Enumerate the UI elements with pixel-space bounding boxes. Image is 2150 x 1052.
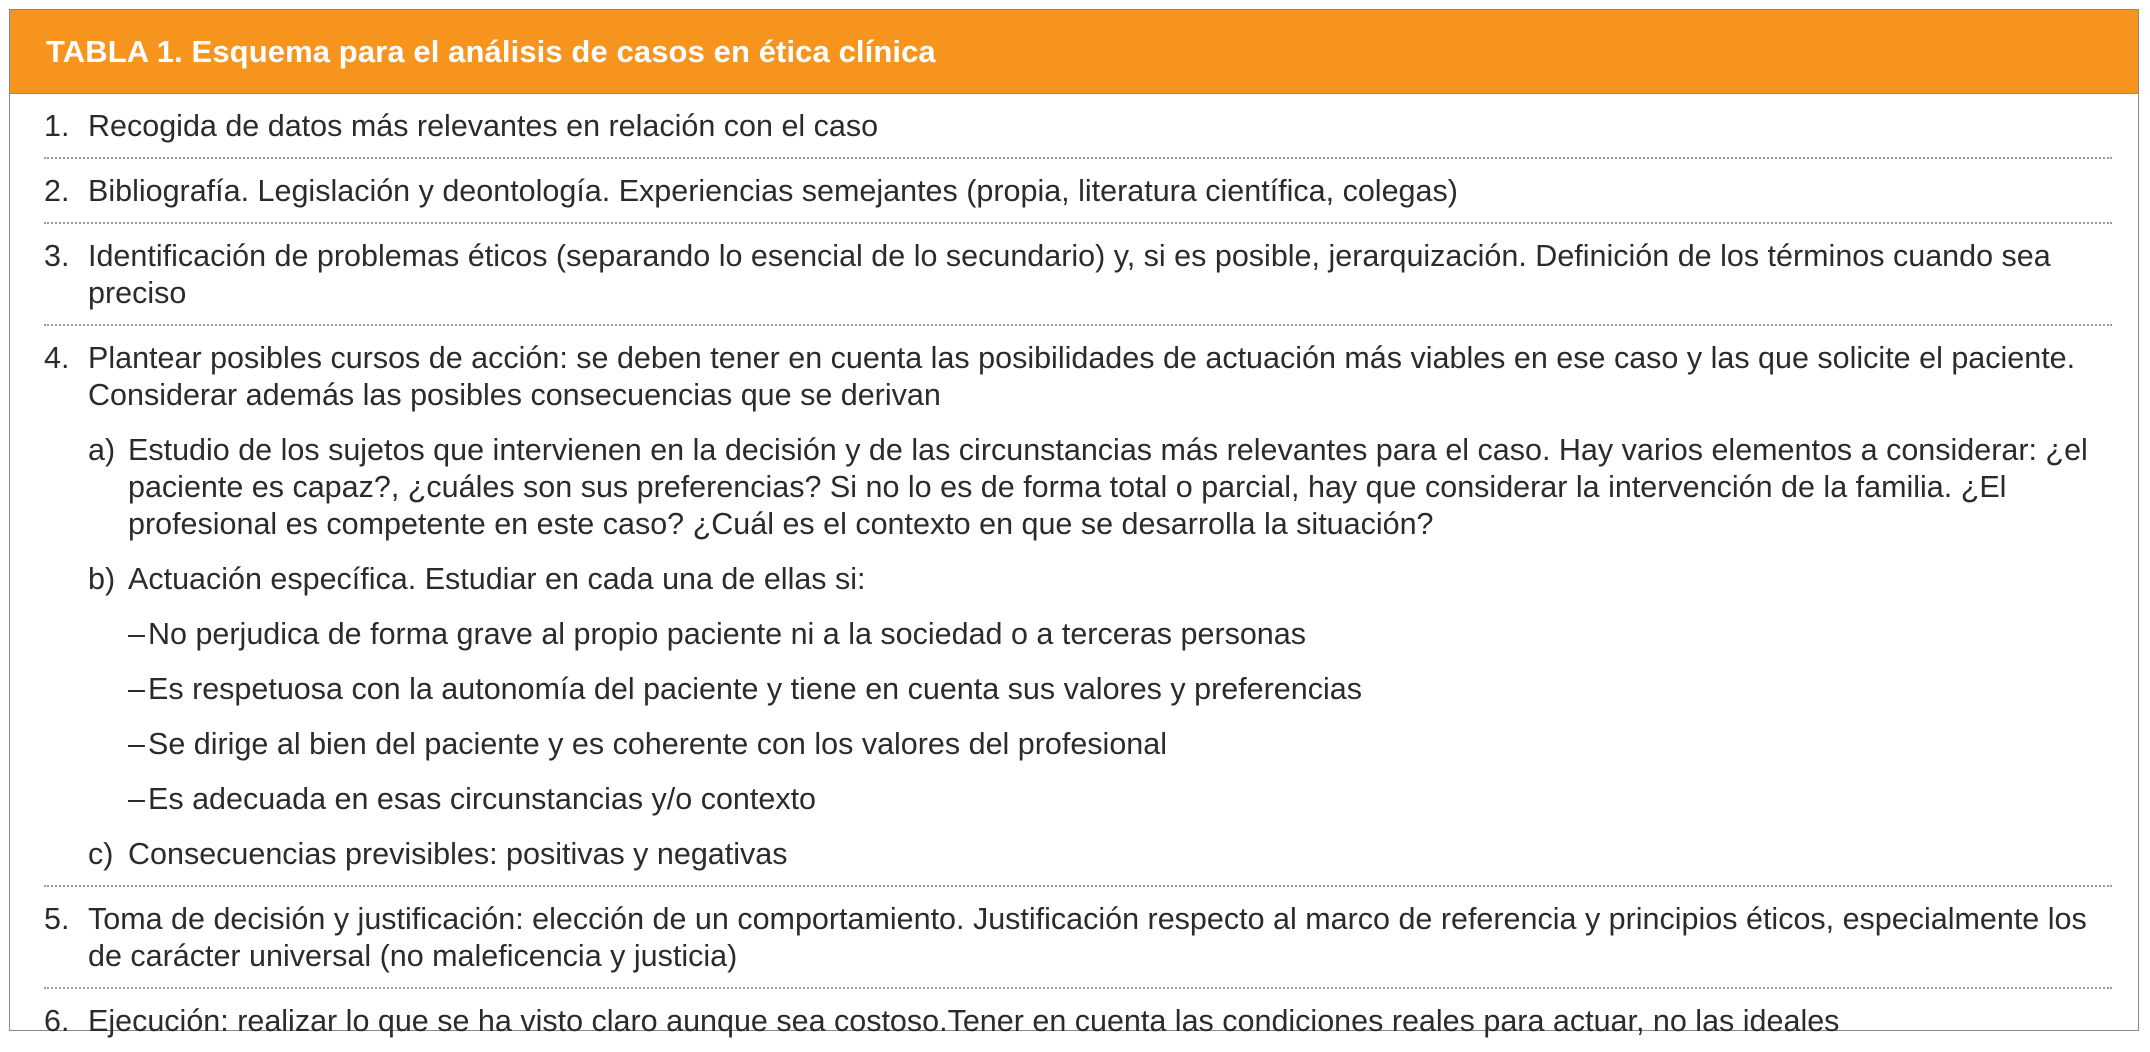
item-number: 3. <box>44 239 70 273</box>
dash-marker: – <box>128 672 145 706</box>
table-row-4 <box>44 326 2112 887</box>
dash-marker: – <box>128 617 145 651</box>
sub-item-text: Actuación específica. Estudiar en cada una de ellas si: <box>128 562 866 596</box>
table-title: TABLA 1. Esquema para el análisis de casos en ética clínica <box>46 33 936 69</box>
sub-item-letter: a) <box>88 433 116 467</box>
item-number: 6. <box>44 1004 70 1038</box>
bullet-text: Se dirige al bien del paciente y es coherente con los valores del profesional <box>148 727 1167 761</box>
dash-marker: – <box>128 727 145 761</box>
bullet-text: No perjudica de forma grave al propio paciente ni a la sociedad o a terceras personas <box>148 617 1306 651</box>
sub-item-text: Estudio de los sujetos que intervienen en la decisión y de las circunstancias más relevantes para el caso. Hay varios elementos a considerar: ¿el paciente es capaz?, ¿cuáles son sus preferencias? Si no lo es de forma total o parcial, hay que considerar la intervención de la familia. ¿El profesional es competente en este caso? ¿Cuál es el contexto en que se desarrolla la situación? <box>128 433 2088 541</box>
sub-item-text: Consecuencias previsibles: positivas y negativas <box>128 837 788 871</box>
table-row-6 <box>44 989 2112 1052</box>
item-text: Ejecución: realizar lo que se ha visto claro aunque sea costoso.Tener en cuenta las condiciones reales para actuar, no las ideales <box>88 1004 1840 1038</box>
sub-item-b <box>88 561 2112 598</box>
item-number: 2. <box>44 174 70 208</box>
table-row-1 <box>44 94 2112 159</box>
sub-item-a <box>88 432 2112 543</box>
item-number: 1. <box>44 109 70 143</box>
item-number: 5. <box>44 902 70 936</box>
item-text: Recogida de datos más relevantes en relación con el caso <box>88 109 879 143</box>
sub-item-letter: c) <box>88 837 114 871</box>
bullet-item <box>128 781 2112 818</box>
table-row-5 <box>44 887 2112 989</box>
item-text: Bibliografía. Legislación y deontología. Experiencias semejantes (propia, literatura científica, colegas) <box>88 174 1458 208</box>
sub-item-c <box>88 836 2112 873</box>
table-container <box>9 9 2139 1038</box>
sub-item-letter: b) <box>88 562 116 596</box>
item-number: 4. <box>44 341 70 375</box>
bullet-text: Es adecuada en esas circunstancias y/o contexto <box>148 782 817 816</box>
bullet-item <box>128 671 2112 708</box>
bullet-item <box>128 726 2112 763</box>
item-text: Identificación de problemas éticos (separando lo esencial de lo secundario) y, si es posible, jerarquización. Definición de los términos cuando sea preciso <box>88 239 2051 310</box>
item-text: Toma de decisión y justificación: elección de un comportamiento. Justificación respecto al marco de referencia y principios éticos, especialmente los de carácter universal (no maleficencia y justicia) <box>88 902 2087 973</box>
item-text: Plantear posibles cursos de acción: se deben tener en cuenta las posibilidades de actuación más viables en ese caso y las que solicite el paciente. Considerar además las posibles consecuencias que se derivan <box>88 341 2076 412</box>
dash-marker: – <box>128 782 145 816</box>
bullet-text: Es respetuosa con la autonomía del paciente y tiene en cuenta sus valores y preferencias <box>148 672 1362 706</box>
table-row-2 <box>44 159 2112 224</box>
table-row-3 <box>44 224 2112 326</box>
bullet-item <box>128 616 2112 653</box>
table-body <box>10 94 2138 1052</box>
table-header <box>10 10 2138 94</box>
